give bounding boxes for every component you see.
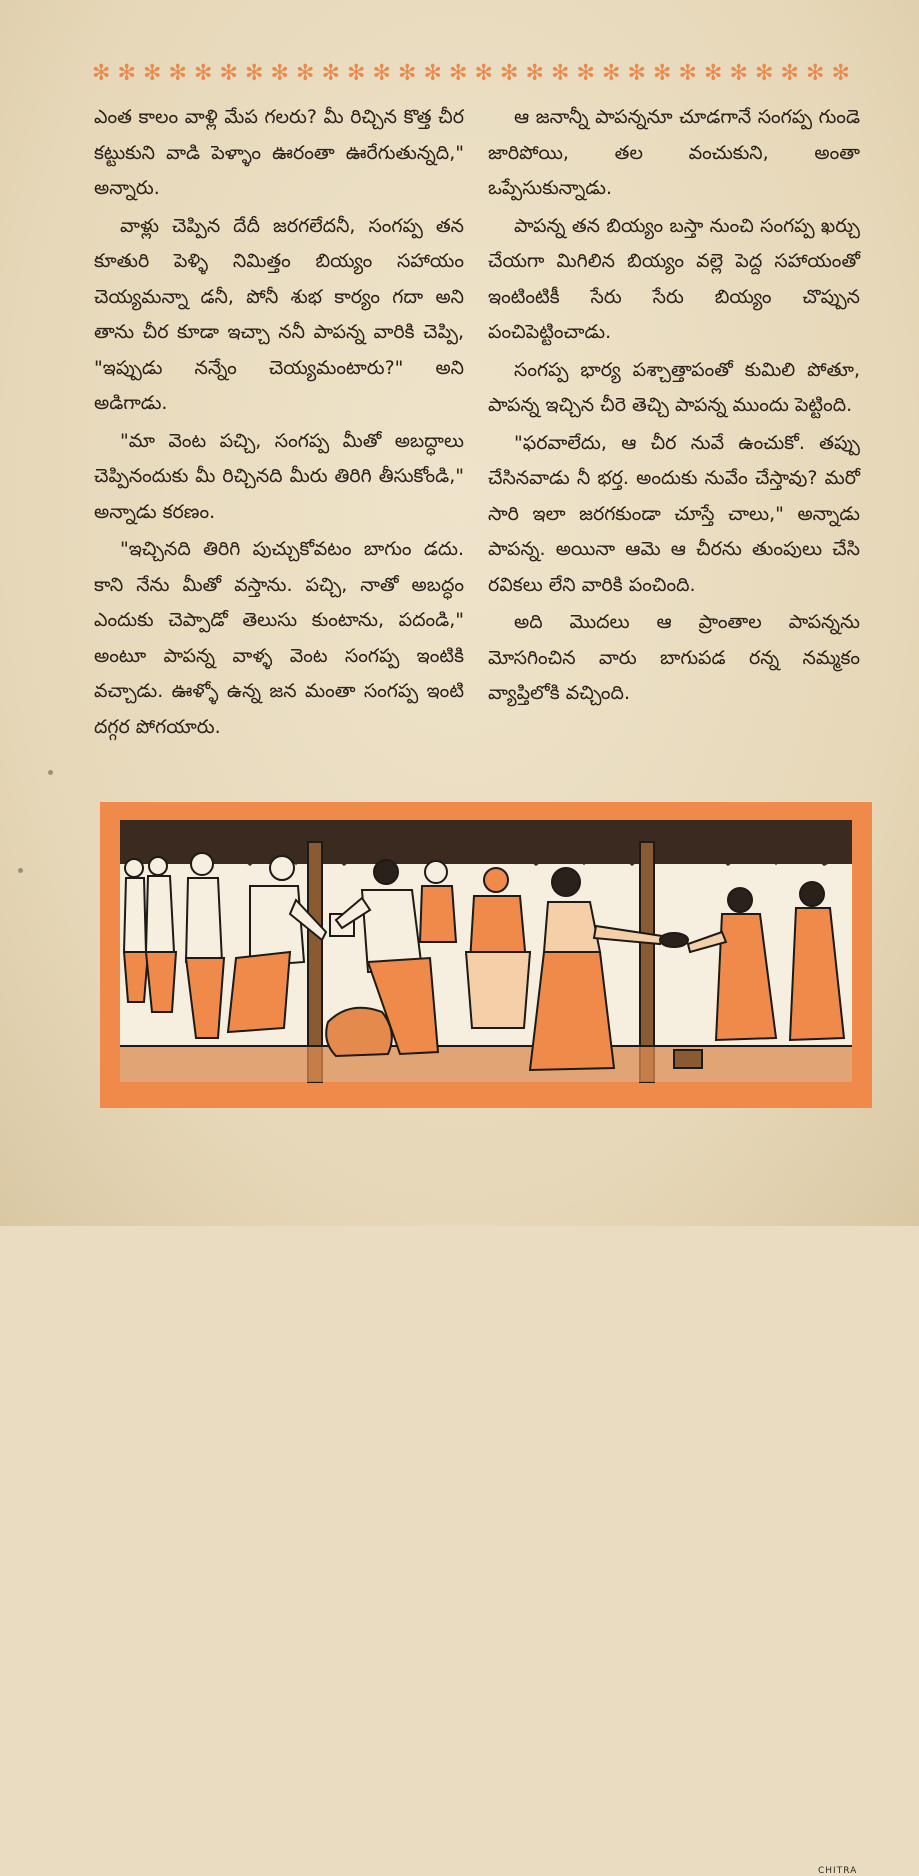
illustration-drawing bbox=[100, 802, 872, 1108]
paragraph: "ఫరవాలేదు, ఆ చీర నువే ఉంచుకో. తప్పు చేసినవాడు నీ భర్త. అందుకు నువేం చేస్తావు? మరో సారి ఇలా జరగకుండా చూస్తే చాలు," అన్నాడు పాపన్న. అయినా ఆమె ఆ చీరను తుంపులు చేసి రవికలు లేని వారికి పంచింది. bbox=[488, 431, 860, 596]
artist-signature: CHITRA bbox=[818, 1866, 858, 1876]
rice-sack bbox=[326, 1008, 392, 1056]
border-ornament: ✻ bbox=[831, 61, 850, 86]
border-ornament: ✻ bbox=[755, 61, 774, 86]
paragraph: "ఇచ్చినది తిరిగి పుచ్చుకోవటం బాగుం డదు. కాని నేను మీతో వస్తాను. పచ్చి, నాతో అబద్ధం ఎందుకు చెప్పాడో తెలుసు కుంటాను, పదండి," అంటూ పాపన్న వాళ్ళ వెంట సంగప్ప ఇంటికి వచ్చాడు. ఊళ్ళో ఉన్న జన మంతా సంగప్ప ఇంటి దగ్గర పోగయారు. bbox=[94, 538, 464, 738]
border-ornament: ✻ bbox=[168, 61, 187, 86]
border-ornament: ✻ bbox=[423, 61, 442, 86]
margin-speck bbox=[18, 868, 23, 873]
border-ornament: ✻ bbox=[245, 61, 264, 86]
border-ornament: ✻ bbox=[398, 61, 417, 86]
paragraph: సంగప్ప భార్య పశ్చాత్తాపంతో కుమిలి పోతూ, పాపన్న ఇచ్చిన చీరె తెచ్చి పాపన్న ముందు పెట్టింది. bbox=[488, 358, 860, 416]
border-ornament: ✻ bbox=[653, 61, 672, 86]
story-illustration bbox=[100, 802, 872, 1876]
paragraph: ఎంత కాలం వాళ్లి మేప గలరు? మీ రిచ్చిన కొత్త చీర కట్టుకుని వాడి పెళ్ళాం ఊరంతా ఊరేగుతున్నది," అన్నారు. bbox=[94, 106, 464, 199]
decorative-border bbox=[92, 60, 850, 88]
border-ornament: ✻ bbox=[372, 61, 391, 86]
margin-speck bbox=[48, 770, 53, 775]
border-ornament: ✻ bbox=[806, 61, 825, 86]
left-column bbox=[94, 100, 464, 745]
border-ornament: ✻ bbox=[219, 61, 238, 86]
border-ornament: ✻ bbox=[627, 61, 646, 86]
paragraph: "మా వెంట పచ్చి, సంగప్ప మీతో అబద్ధాలు చెప్పినందుకు మీ రిచ్చినది మీరు తిరిగి తీసుకోండి," అన్నాడు కరణం. bbox=[94, 429, 464, 523]
border-ornament: ✻ bbox=[270, 61, 289, 86]
border-ornament: ✻ bbox=[678, 61, 697, 86]
border-ornament: ✻ bbox=[449, 61, 468, 86]
border-ornament: ✻ bbox=[143, 61, 162, 86]
border-ornament: ✻ bbox=[321, 61, 340, 86]
border-ornament: ✻ bbox=[500, 61, 519, 86]
border-ornament: ✻ bbox=[704, 61, 723, 86]
border-ornament: ✻ bbox=[729, 61, 748, 86]
border-ornament: ✻ bbox=[551, 61, 570, 86]
border-ornament: ✻ bbox=[780, 61, 799, 86]
border-ornament: ✻ bbox=[117, 61, 136, 86]
border-ornament: ✻ bbox=[602, 61, 621, 86]
border-ornament: ✻ bbox=[296, 61, 315, 86]
paragraph: పాపన్న తన బియ్యం బస్తా నుంచి సంగప్ప ఖర్చు చేయగా మిగిలిన బియ్యం వల్లె పెద్ద సహాయంతో ఇంటింటికీ సేరు సేరు బియ్యం చొప్పున పంచిపెట్టించాడు. bbox=[488, 214, 860, 343]
paragraph: అది మొదలు ఆ ప్రాంతాల పాపన్నను మోసగించిన వారు బాగుపడ రన్న నమ్మకం వ్యాప్తిలోకి వచ్చింది. bbox=[488, 611, 860, 704]
small-box bbox=[674, 1050, 702, 1068]
paragraph: వాళ్లు చెప్పిన దేదీ జరగలేదనీ, సంగప్ప తన కూతురి పెళ్ళి నిమిత్తం బియ్యం సహాయం చెయ్యమన్నా డనీ, పోనీ శుభ కార్యం గదా అని తాను చీర కూడా ఇచ్చా ననీ పాపన్న వారికి చెప్పి, "ఇప్పుడు నన్నేం చెయ్యమంటారు?" అని అడిగాడు. bbox=[94, 214, 464, 414]
border-ornament: ✻ bbox=[474, 61, 493, 86]
right-column bbox=[488, 100, 860, 712]
border-ornament: ✻ bbox=[347, 61, 366, 86]
border-ornament: ✻ bbox=[576, 61, 595, 86]
border-ornament: ✻ bbox=[194, 61, 213, 86]
paragraph: ఆ జనాన్నీ పాపన్ననూ చూడగానే సంగప్ప గుండె జారిపోయి, తల వంచుకుని, అంతా ఒప్పేసుకున్నాడు. bbox=[488, 106, 860, 199]
border-ornament: ✻ bbox=[525, 61, 544, 86]
border-ornament: ✻ bbox=[92, 61, 111, 86]
floor bbox=[120, 1046, 852, 1082]
